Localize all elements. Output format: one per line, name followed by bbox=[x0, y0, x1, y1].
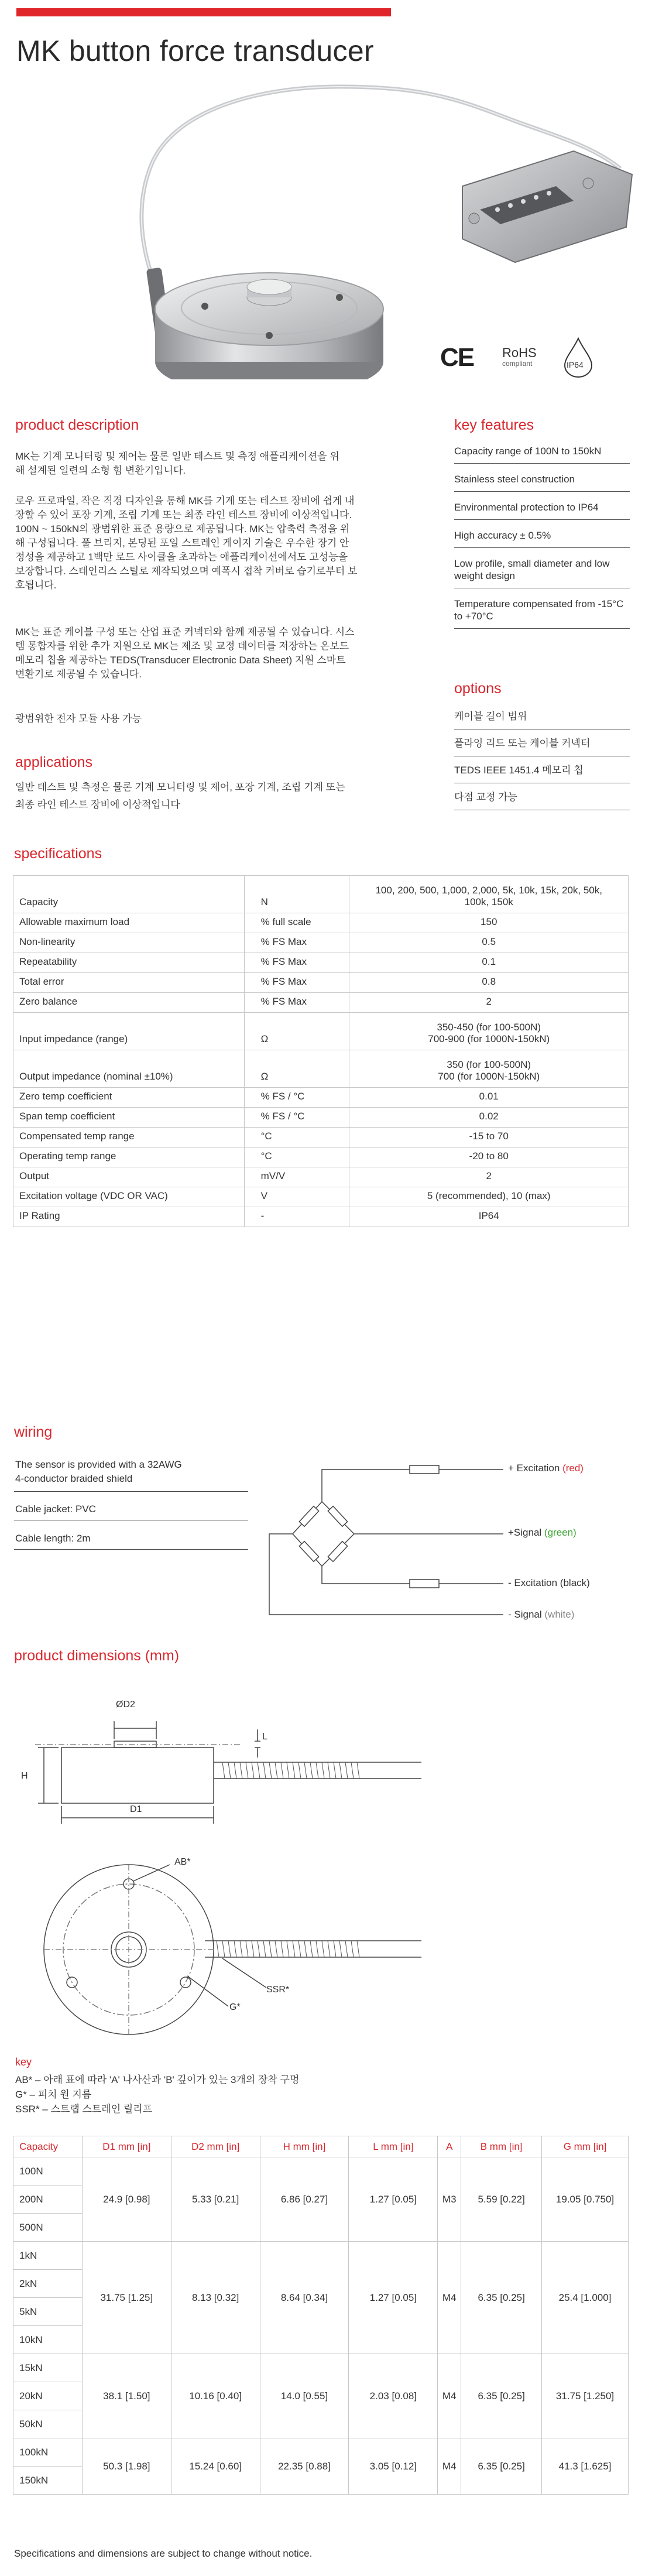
dim-value: 19.05 [0.750] bbox=[542, 2157, 629, 2242]
spec-row bbox=[13, 953, 629, 973]
spec-value: 5 (recommended), 10 (max) bbox=[349, 1187, 629, 1207]
specifications-table bbox=[13, 875, 629, 1227]
wire-label-excitation-minus: - Excitation (black) bbox=[508, 1577, 590, 1588]
product-description-para1: MK는 기계 모니터링 및 제어는 물론 일반 테스트 및 측정 애플리케이션을 위 해 설계된 일련의 소형 힘 변환기입니다. bbox=[15, 451, 339, 476]
dim-value: 8.13 [0.32] bbox=[171, 2242, 260, 2354]
spec-row bbox=[13, 1013, 629, 1050]
wiring-conductor-line1: The sensor is provided with a 32AWG bbox=[15, 1459, 182, 1470]
spec-value: 0.8 bbox=[349, 973, 629, 993]
rohs-sub: compliant bbox=[502, 359, 533, 368]
dim-capacity: 15kN bbox=[13, 2354, 83, 2382]
dim-header-cell: A bbox=[438, 2136, 461, 2157]
spec-value: 2 bbox=[349, 993, 629, 1013]
spec-value: 0.1 bbox=[349, 953, 629, 973]
dim-value: 22.35 [0.88] bbox=[260, 2438, 349, 2495]
applications-text: 일반 테스트 및 측정은 물론 기계 모니터링 및 제어, 포장 기계, 조립 기계 또는 최종 라인 테스트 장비에 이상적입니다 bbox=[15, 782, 345, 810]
option-item: 다점 교정 가능 bbox=[454, 783, 630, 810]
spec-unit: % FS / °C bbox=[244, 1108, 349, 1128]
wire-label-excitation-plus: + Excitation (red) bbox=[508, 1462, 584, 1474]
spec-value: 0.5 bbox=[349, 933, 629, 953]
spec-unit: % FS Max bbox=[244, 933, 349, 953]
dim-value: 15.24 [0.60] bbox=[171, 2438, 260, 2495]
spec-parameter: Excitation voltage (VDC OR VAC) bbox=[13, 1187, 245, 1207]
spec-row bbox=[13, 1187, 629, 1207]
dim-value: 2.03 [0.08] bbox=[349, 2354, 438, 2438]
dim-header-cell: H mm [in] bbox=[260, 2136, 349, 2157]
spec-row bbox=[13, 913, 629, 933]
spec-parameter: Operating temp range bbox=[13, 1147, 245, 1167]
product-photo bbox=[12, 75, 640, 379]
dim-value: 3.05 [0.12] bbox=[349, 2438, 438, 2495]
product-dimensions-title: product dimensions (mm) bbox=[14, 1647, 180, 1664]
wiring-cable-jacket: Cable jacket: PVC bbox=[15, 1503, 96, 1515]
spec-parameter: Zero balance bbox=[13, 993, 245, 1013]
dim-capacity: 1kN bbox=[13, 2242, 83, 2270]
spec-value: IP64 bbox=[349, 1207, 629, 1227]
spec-parameter: Zero temp coefficient bbox=[13, 1088, 245, 1108]
key-title: key bbox=[15, 2056, 32, 2068]
dim-label-od2: ØD2 bbox=[116, 1700, 135, 1710]
key-line-ssr: SSR* – 스트랩 스트레인 릴리프 bbox=[15, 2104, 153, 2115]
dim-label-g: G* bbox=[229, 2002, 241, 2012]
spec-unit: Ω bbox=[244, 1013, 349, 1050]
dim-value: 6.35 [0.25] bbox=[461, 2438, 542, 2495]
d-sub-connector bbox=[462, 151, 632, 262]
wiring-bridge-diagram bbox=[258, 1452, 503, 1628]
dim-label-h: H bbox=[21, 1771, 28, 1781]
dim-value: 1.27 [0.05] bbox=[349, 2242, 438, 2354]
dim-header-cell: L mm [in] bbox=[349, 2136, 438, 2157]
spec-parameter: Compensated temp range bbox=[13, 1128, 245, 1147]
dimensions-table bbox=[13, 2136, 629, 2495]
key-line-g: G* – 피치 원 지름 bbox=[15, 2089, 92, 2100]
rohs-label: RoHS bbox=[502, 345, 537, 360]
spec-row bbox=[13, 1108, 629, 1128]
dim-value: M4 bbox=[438, 2354, 461, 2438]
dim-value: M4 bbox=[438, 2242, 461, 2354]
spec-value: 150 bbox=[349, 913, 629, 933]
feature-item: Low profile, small diameter and low weight design bbox=[454, 548, 630, 588]
spec-value: 350 (for 100-500N) 700 (for 1000N-150kN) bbox=[349, 1050, 629, 1088]
dim-value: 6.86 [0.27] bbox=[260, 2157, 349, 2242]
spec-unit: % FS Max bbox=[244, 953, 349, 973]
key-line-ab: AB* – 아래 표에 따라 'A' 나사산과 'B' 깊이가 있는 3개의 장착 구멍 bbox=[15, 2074, 300, 2085]
spec-row bbox=[13, 876, 629, 913]
option-item: 케이블 길이 범위 bbox=[454, 703, 630, 729]
spec-parameter: Repeatability bbox=[13, 953, 245, 973]
dim-label-d1: D1 bbox=[130, 1804, 142, 1814]
spec-row bbox=[13, 1167, 629, 1187]
options-list bbox=[454, 703, 630, 810]
spec-row bbox=[13, 973, 629, 993]
spec-value: 0.01 bbox=[349, 1088, 629, 1108]
dim-value: 50.3 [1.98] bbox=[82, 2438, 171, 2495]
spec-parameter: Capacity bbox=[13, 876, 245, 913]
spec-value: 350-450 (for 100-500N) 700-900 (for 1000N-150kN) bbox=[349, 1013, 629, 1050]
wire-label-signal-plus: +Signal (green) bbox=[508, 1527, 576, 1538]
spec-unit: % FS / °C bbox=[244, 1088, 349, 1108]
dim-capacity: 20kN bbox=[13, 2382, 83, 2410]
dim-label-l: L bbox=[262, 1732, 267, 1742]
spec-parameter: Output impedance (nominal ±10%) bbox=[13, 1050, 245, 1088]
dim-header-cell: B mm [in] bbox=[461, 2136, 542, 2157]
key-features-list bbox=[454, 438, 630, 629]
product-description-title: product description bbox=[15, 417, 139, 433]
spec-parameter: IP Rating bbox=[13, 1207, 245, 1227]
wiring-title: wiring bbox=[14, 1424, 53, 1440]
dim-value: 31.75 [1.25] bbox=[82, 2242, 171, 2354]
spec-row bbox=[13, 1050, 629, 1088]
dim-value: 25.4 [1.000] bbox=[542, 2242, 629, 2354]
dim-value: 6.35 [0.25] bbox=[461, 2354, 542, 2438]
ce-mark: CE bbox=[440, 343, 474, 372]
spec-value: -20 to 80 bbox=[349, 1147, 629, 1167]
spec-unit: °C bbox=[244, 1147, 349, 1167]
dim-capacity: 150kN bbox=[13, 2467, 83, 2495]
spec-unit: V bbox=[244, 1187, 349, 1207]
spec-row bbox=[13, 1147, 629, 1167]
dim-label-ssr: SSR* bbox=[266, 1985, 290, 1995]
dim-value: 8.64 [0.34] bbox=[260, 2242, 349, 2354]
spec-value: -15 to 70 bbox=[349, 1128, 629, 1147]
dim-value: 10.16 [0.40] bbox=[171, 2354, 260, 2438]
dim-header-cell: G mm [in] bbox=[542, 2136, 629, 2157]
dim-header-cell: D2 mm [in] bbox=[171, 2136, 260, 2157]
option-item: 플라잉 리드 또는 케이블 커넥터 bbox=[454, 729, 630, 756]
spec-parameter: Non-linearity bbox=[13, 933, 245, 953]
dim-capacity: 100kN bbox=[13, 2438, 83, 2467]
top-accent-bar bbox=[16, 8, 391, 16]
dim-header-cell: D1 mm [in] bbox=[82, 2136, 171, 2157]
dim-value: 24.9 [0.98] bbox=[82, 2157, 171, 2242]
feature-item: Temperature compensated from -15°C to +70°C bbox=[454, 588, 630, 629]
ip64-label: IP64 bbox=[567, 360, 584, 369]
specifications-title: specifications bbox=[14, 845, 102, 862]
spec-parameter: Input impedance (range) bbox=[13, 1013, 245, 1050]
spec-value: 2 bbox=[349, 1167, 629, 1187]
key-features-title: key features bbox=[454, 417, 534, 433]
dim-value: 41.3 [1.625] bbox=[542, 2438, 629, 2495]
spec-unit: % full scale bbox=[244, 913, 349, 933]
spec-parameter: Allowable maximum load bbox=[13, 913, 245, 933]
dim-capacity: 10kN bbox=[13, 2326, 83, 2354]
dim-header-cell: Capacity bbox=[13, 2136, 83, 2157]
dim-value: 38.1 [1.50] bbox=[82, 2354, 171, 2438]
spec-parameter: Span temp coefficient bbox=[13, 1108, 245, 1128]
footer-note: Specifications and dimensions are subject to change without notice. bbox=[14, 2548, 313, 2559]
dim-capacity: 5kN bbox=[13, 2298, 83, 2326]
spec-unit: % FS Max bbox=[244, 973, 349, 993]
rohs-badge bbox=[502, 347, 537, 368]
product-description-para3: MK는 표준 케이블 구성 또는 산업 표준 커넥터와 함께 제공될 수 있습니다. 시스 템 통합자를 위한 추가 지원으로 MK는 제조 및 교정 데이터를 저장하는 온보드 메모리 칩을 제공하는 TEDS(Transducer Electronic Data Sheet) 지원 스마트 변환기로 제공될 수 있습니다. bbox=[15, 626, 355, 680]
dim-capacity: 500N bbox=[13, 2214, 83, 2242]
spec-parameter: Total error bbox=[13, 973, 245, 993]
dim-value: 5.59 [0.22] bbox=[461, 2157, 542, 2242]
dim-row bbox=[13, 2157, 629, 2186]
feature-item: Stainless steel construction bbox=[454, 464, 630, 492]
feature-item: Capacity range of 100N to 150kN bbox=[454, 438, 630, 464]
applications-title: applications bbox=[15, 754, 93, 770]
dim-capacity: 100N bbox=[13, 2157, 83, 2186]
dim-value: M3 bbox=[438, 2157, 461, 2242]
spec-parameter: Output bbox=[13, 1167, 245, 1187]
spec-value: 0.02 bbox=[349, 1108, 629, 1128]
spec-row bbox=[13, 1088, 629, 1108]
top-view-drawing bbox=[29, 1853, 427, 2046]
dim-capacity: 2kN bbox=[13, 2270, 83, 2298]
spec-value: 100, 200, 500, 1,000, 2,000, 5k, 10k, 15k, 20k, 50k, 100k, 150k bbox=[349, 876, 629, 913]
ip64-drop-icon bbox=[562, 337, 595, 378]
spec-row bbox=[13, 1128, 629, 1147]
wire-label-signal-minus: - Signal (white) bbox=[508, 1609, 575, 1620]
spec-unit: mV/V bbox=[244, 1167, 349, 1187]
product-description-para4: 광범위한 전자 모듈 사용 가능 bbox=[15, 713, 142, 724]
wiring-conductor-line2: 4-conductor braided shield bbox=[15, 1473, 133, 1484]
spec-row bbox=[13, 1207, 629, 1227]
dim-label-ab: AB* bbox=[174, 1857, 191, 1867]
spec-row bbox=[13, 993, 629, 1013]
spec-row bbox=[13, 933, 629, 953]
spec-unit: N bbox=[244, 876, 349, 913]
options-title: options bbox=[454, 680, 502, 697]
spec-unit: Ω bbox=[244, 1050, 349, 1088]
side-view-drawing bbox=[12, 1686, 433, 1827]
dim-capacity: 200N bbox=[13, 2186, 83, 2214]
option-item: TEDS IEEE 1451.4 메모리 칩 bbox=[454, 756, 630, 783]
spec-unit: °C bbox=[244, 1128, 349, 1147]
dim-row bbox=[13, 2242, 629, 2270]
feature-item: High accuracy ± 0.5% bbox=[454, 520, 630, 548]
feature-item: Environmental protection to IP64 bbox=[454, 492, 630, 520]
dim-value: 14.0 [0.55] bbox=[260, 2354, 349, 2438]
spec-unit: - bbox=[244, 1207, 349, 1227]
dim-value: 5.33 [0.21] bbox=[171, 2157, 260, 2242]
spec-unit: % FS Max bbox=[244, 993, 349, 1013]
page-title: MK button force transducer bbox=[16, 35, 374, 67]
dim-value: M4 bbox=[438, 2438, 461, 2495]
wiring-conductor-text bbox=[15, 1458, 249, 1486]
dim-row bbox=[13, 2354, 629, 2382]
dim-value: 1.27 [0.05] bbox=[349, 2157, 438, 2242]
dim-row bbox=[13, 2438, 629, 2467]
dim-value: 6.35 [0.25] bbox=[461, 2242, 542, 2354]
product-description-para2: 로우 프로파일, 작은 직경 디자인을 통해 MK를 기계 또는 테스트 장비에 쉽게 내 장할 수 있어 포장 기계, 조립 기계 또는 최종 라인 테스트 장비에 이상적입니다. 100N ~ 150kN의 광범위한 표준 용량으로 제공됩니다. MK는 압축력 측정을 위 해 구성됩니다. 풀 브리지, 본딩된 포일 스트레인 게이지 기술은 우수한 장기 안 정성을 제공하고 1백만 로드 사이클을 초과하는 애플리케이션에서도 고성능을 보장합니다. 스테인리스 스틸로 제작되었으며 예폭시 접착 커버로 습기로부터 보 호됩니다. bbox=[15, 495, 358, 591]
dim-value: 31.75 [1.250] bbox=[542, 2354, 629, 2438]
wiring-cable-length: Cable length: 2m bbox=[15, 1533, 91, 1544]
dim-capacity: 50kN bbox=[13, 2410, 83, 2438]
